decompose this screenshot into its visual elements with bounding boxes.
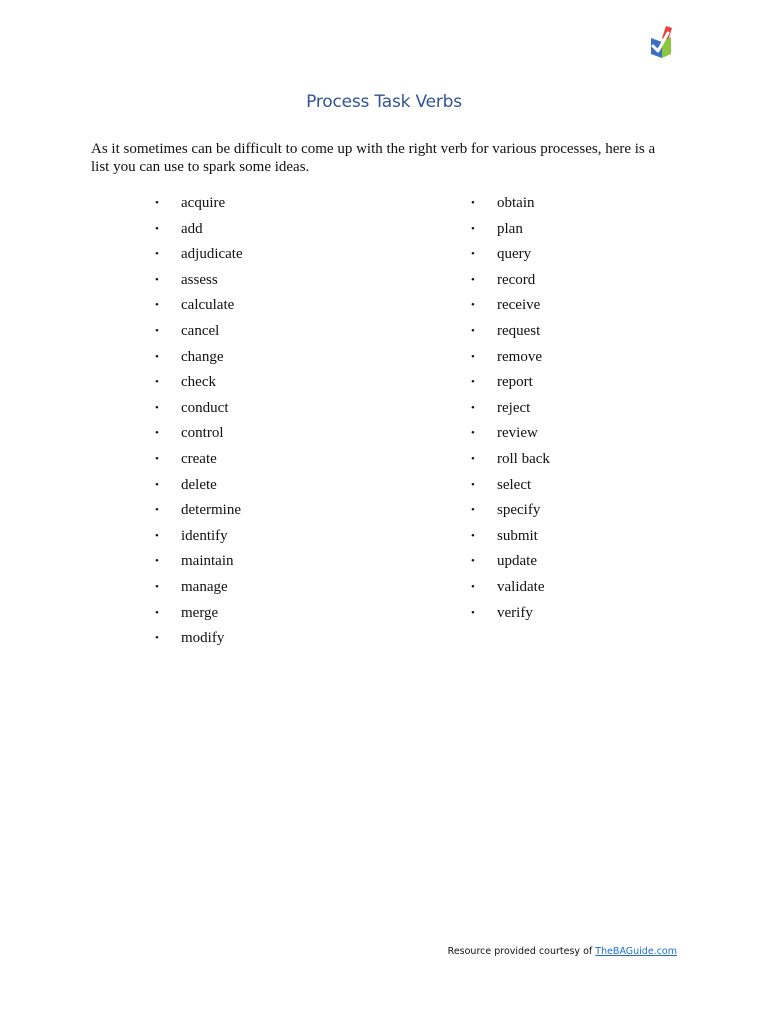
verb-list-item	[155, 603, 243, 629]
verb-list-item	[155, 193, 243, 219]
verb-text: check	[181, 374, 216, 391]
verb-text: acquire	[181, 195, 226, 211]
bullet-icon: •	[155, 555, 159, 568]
bullet-icon: •	[155, 632, 159, 645]
verb-text: calculate	[181, 297, 235, 314]
bullet-icon: •	[155, 401, 159, 414]
verb-list-item	[471, 551, 550, 577]
verb-list-item	[471, 372, 550, 398]
verb-list-item	[471, 347, 550, 373]
brand-logo-icon	[644, 24, 678, 64]
verb-text: select	[497, 476, 532, 493]
verb-text: cancel	[181, 322, 220, 339]
bullet-icon: •	[155, 324, 159, 337]
bullet-icon: •	[471, 273, 475, 286]
verb-list-item	[471, 398, 550, 424]
bullet-icon: •	[155, 580, 159, 593]
verb-list-item	[471, 295, 550, 321]
verb-text: record	[497, 271, 536, 288]
bullet-icon: •	[155, 273, 159, 286]
footer-credit	[448, 946, 677, 957]
verb-text: report	[497, 374, 533, 391]
verb-list-item	[471, 500, 550, 526]
verb-text: receive	[497, 297, 541, 314]
verb-text: add	[181, 220, 203, 237]
bullet-icon: •	[471, 248, 475, 261]
bullet-icon: •	[155, 197, 159, 209]
verb-list-item	[155, 526, 243, 552]
verb-text: validate	[497, 578, 545, 595]
bullet-icon: •	[155, 504, 159, 517]
verb-list-item	[155, 628, 243, 654]
page-title: Process Task Verbs	[306, 92, 462, 112]
verb-list-item	[155, 423, 243, 449]
verb-text: review	[497, 425, 538, 442]
verb-text: modify	[181, 630, 225, 647]
verb-list-item	[155, 577, 243, 603]
bullet-icon: •	[155, 350, 159, 363]
bullet-icon: •	[471, 555, 475, 568]
verb-text: create	[181, 450, 217, 467]
verb-list-item	[155, 219, 243, 245]
verb-text: determine	[181, 502, 241, 519]
verb-text: reject	[497, 399, 531, 416]
bullet-icon: •	[471, 478, 475, 491]
verb-text: maintain	[181, 553, 234, 570]
intro-paragraph: As it sometimes can be difficult to come up with the right verb for various processes, here is a list you can use to spark some ideas.	[91, 141, 656, 175]
verb-text: control	[181, 425, 224, 442]
bullet-icon: •	[471, 606, 475, 619]
verb-list-item	[471, 193, 550, 219]
verb-text: verify	[497, 604, 533, 621]
verb-list-right	[471, 193, 550, 628]
verb-list-item	[155, 347, 243, 373]
verb-list-item	[155, 372, 243, 398]
verb-list-item	[471, 475, 550, 501]
bullet-icon: •	[155, 222, 159, 235]
bullet-icon: •	[155, 606, 159, 619]
bullet-icon: •	[471, 376, 475, 389]
verb-text: plan	[497, 220, 523, 237]
verb-list-item	[155, 295, 243, 321]
verb-list-item	[155, 449, 243, 475]
verb-text: identify	[181, 527, 228, 544]
bullet-icon: •	[155, 427, 159, 440]
verb-list-item	[155, 475, 243, 501]
verb-text: delete	[181, 476, 217, 493]
bullet-icon: •	[155, 478, 159, 491]
verb-text: manage	[181, 578, 228, 595]
bullet-icon: •	[471, 350, 475, 363]
verb-list-left	[155, 193, 243, 654]
bullet-icon: •	[155, 248, 159, 261]
footer-link[interactable]: TheBAGuide.com	[595, 946, 677, 957]
bullet-icon: •	[471, 452, 475, 465]
verb-list-item	[155, 551, 243, 577]
bullet-icon: •	[471, 427, 475, 440]
bullet-icon: •	[471, 529, 475, 542]
verb-list-item	[471, 244, 550, 270]
verb-list-item	[471, 321, 550, 347]
verb-list-item	[155, 500, 243, 526]
bullet-icon: •	[155, 299, 159, 312]
bullet-icon: •	[471, 222, 475, 235]
bullet-icon: •	[471, 299, 475, 312]
verb-text: submit	[497, 527, 538, 544]
bullet-icon: •	[471, 401, 475, 414]
verb-list-item	[155, 270, 243, 296]
verb-list-item	[471, 526, 550, 552]
bullet-icon: •	[471, 580, 475, 593]
verb-text: change	[181, 348, 224, 365]
verb-list-item	[471, 449, 550, 475]
verb-list-item	[471, 423, 550, 449]
bullet-icon: •	[155, 376, 159, 389]
verb-text: adjudicate	[181, 246, 243, 263]
verb-text: remove	[497, 348, 542, 365]
verb-list-item	[471, 270, 550, 296]
bullet-icon: •	[471, 197, 475, 209]
verb-list-item	[471, 603, 550, 629]
bullet-icon: •	[471, 324, 475, 337]
verb-list-item	[471, 577, 550, 603]
verb-text: conduct	[181, 399, 229, 416]
verb-text: specify	[497, 502, 541, 519]
verb-text: obtain	[497, 195, 535, 211]
footer-text: Resource provided courtesy of	[447, 946, 593, 957]
verb-text: assess	[181, 271, 218, 288]
verb-list-item	[155, 321, 243, 347]
verb-list-item	[155, 398, 243, 424]
verb-text: roll back	[497, 450, 550, 467]
verb-text: request	[497, 322, 541, 339]
bullet-icon: •	[155, 452, 159, 465]
verb-text: query	[497, 246, 532, 263]
bullet-icon: •	[155, 529, 159, 542]
verb-list-item	[471, 219, 550, 245]
bullet-icon: •	[471, 504, 475, 517]
verb-list-item	[155, 244, 243, 270]
verb-text: update	[497, 553, 537, 570]
verb-text: merge	[181, 604, 219, 621]
